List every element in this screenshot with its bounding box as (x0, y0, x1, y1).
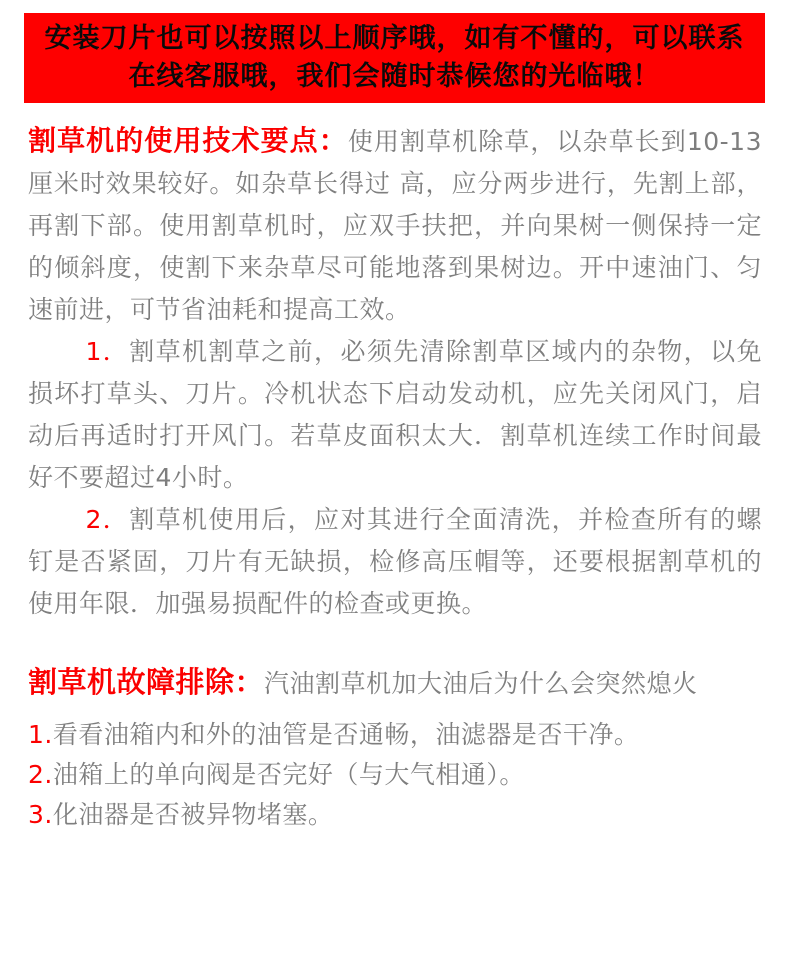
troubleshooting-item-1-text: 看看油箱内和外的油管是否通畅，油滤器是否干净。 (52, 720, 640, 749)
usage-item-1-number: 1． (85, 337, 130, 366)
troubleshooting-section-heading: 割草机故障排除： (28, 665, 265, 699)
troubleshooting-subtitle: 汽油割草机加大油后为什么会突然熄火 (264, 669, 698, 698)
banner-line-2: 在线客服哦，我们会随时恭候您的光临哦！ (128, 61, 661, 92)
usage-section-heading: 割草机的使用技术要点： (28, 124, 348, 157)
troubleshooting-item-2-number: 2. (28, 760, 53, 789)
troubleshooting-heading-row (28, 661, 762, 705)
troubleshooting-item-3-number: 3. (28, 800, 53, 829)
usage-item-2 (28, 499, 762, 625)
article-content (28, 120, 762, 835)
troubleshooting-item-1-number: 1. (28, 720, 53, 749)
troubleshooting-item-3-text: 化油器是否被异物堵塞。 (52, 800, 334, 829)
usage-item-2-text: 割草机使用后，应对其进行全面清洗，并检查所有的螺钉是否紧固，刀片有无缺损，检修高压帽等，还要根据割草机的使用年限．加强易损配件的检查或更换。 (28, 505, 762, 618)
usage-item-1 (28, 331, 762, 499)
usage-item-2-number: 2． (85, 505, 130, 534)
banner-line-1: 安装刀片也可以按照以上顺序哦，如有不懂的，可以联系 (44, 23, 745, 54)
troubleshooting-item-1 (28, 715, 762, 755)
usage-item-1-text: 割草机割草之前，必须先清除割草区域内的杂物，以免损坏打草头、刀片。冷机状态下启动发动机，应先关闭风门，启动后再适时打开风门。若草皮面积太大．割草机连续工作时间最好不要超过4小时。 (28, 337, 762, 492)
troubleshooting-item-2-text: 油箱上的单向阀是否完好（与大气相通）。 (52, 760, 525, 789)
usage-intro-text: 使用割草机除草，以杂草长到10-13厘米时效果较好。如杂草长得过 高，应分两步进行，先割上部，再割下部。使用割草机时，应双手扶把，并向果树一侧保持一定的倾斜度，使割下来杂草尽可能地落到果树边。开中速油门、匀速前进，可节省油耗和提高工效。 (28, 127, 762, 324)
notice-banner (24, 13, 765, 103)
usage-intro-paragraph (28, 120, 762, 331)
troubleshooting-item-3 (28, 795, 762, 835)
troubleshooting-item-2 (28, 755, 762, 795)
